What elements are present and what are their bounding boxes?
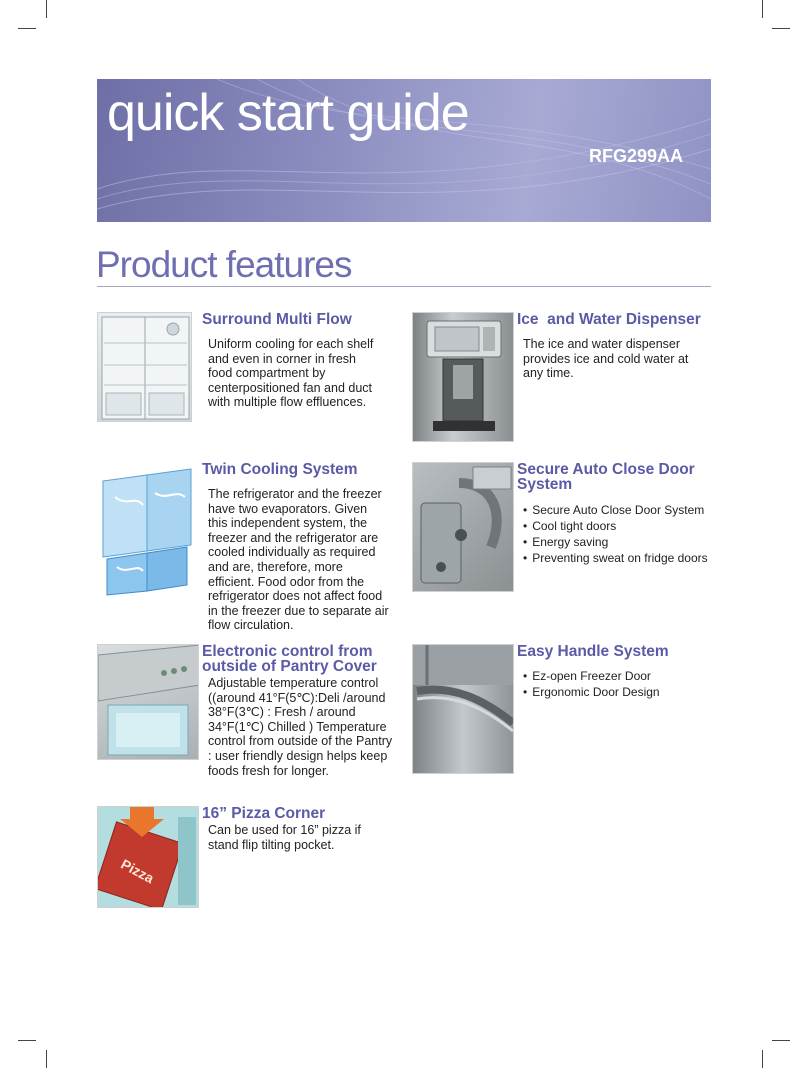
ice-water-dispenser-title: Ice and Water Dispenser	[517, 311, 701, 328]
crop-mark-bottom-right-h	[772, 1040, 790, 1041]
model-number: RFG299AA	[588, 146, 683, 166]
crop-mark-bottom-left-v	[46, 1050, 47, 1068]
ice-water-dispenser-description: The ice and water dispenser provides ice and cold water at any time.	[523, 337, 689, 381]
easy-handle-system-title: Easy Handle System	[517, 643, 669, 660]
electronic-control-description: Adjustable temperature control ((around 41°F(5℃):Deli /around 38°F(3℃) : Fresh / around 34°F(1℃) Chilled ) Temperature control from outside of the Pantry : user friendly design helps keep foods fresh for longer.	[208, 676, 393, 778]
pizza-label: Pizza	[118, 855, 157, 887]
surround-multi-flow-image	[97, 312, 192, 422]
header-banner	[97, 79, 711, 222]
surround-multi-flow-title: Surround Multi Flow	[202, 311, 352, 328]
feature-electronic-control	[97, 644, 397, 784]
twin-cooling-system-title: Twin Cooling System	[202, 461, 358, 478]
secure-auto-close-door-title-line1: Secure Auto Close Door	[517, 461, 695, 478]
easy-handle-system-bullets	[523, 668, 713, 700]
section-title: Product features	[96, 244, 352, 285]
feature-pizza-corner	[97, 806, 397, 916]
list-item: • Ergonomic Door Design	[523, 684, 713, 700]
feature-twin-cooling-system	[97, 461, 397, 633]
electronic-control-image	[97, 644, 199, 760]
guide-title: quick start guide	[107, 84, 469, 142]
twin-cooling-system-image	[97, 467, 197, 597]
section-divider	[97, 286, 711, 287]
pizza-corner-title: 16” Pizza Corner	[202, 805, 326, 822]
secure-auto-close-door-title-line2: System	[517, 476, 573, 493]
list-item: • Preventing sweat on fridge doors	[523, 550, 723, 566]
pizza-corner-image	[97, 806, 199, 908]
surround-multi-flow-description: Uniform cooling for each shelf and even in corner in fresh food compartment by centerpositioned fan and duct with multiple flow effluences.	[208, 337, 374, 410]
electronic-control-title-line2: outside of Pantry Cover	[202, 658, 377, 675]
list-item: • Cool tight doors	[523, 518, 723, 534]
easy-handle-system-image	[412, 644, 514, 774]
list-item: • Ez-open Freezer Door	[523, 668, 713, 684]
ice-water-dispenser-image	[412, 312, 514, 442]
crop-mark-bottom-left-h	[18, 1040, 36, 1041]
crop-mark-top-left-h	[18, 28, 36, 29]
list-item: • Energy saving	[523, 534, 723, 550]
crop-mark-bottom-right-v	[762, 1050, 763, 1068]
feature-surround-multi-flow	[97, 312, 397, 432]
list-item: • Secure Auto Close Door System	[523, 502, 723, 518]
crop-mark-top-right-v	[762, 0, 763, 18]
feature-secure-auto-close-door	[412, 462, 722, 602]
feature-ice-water-dispenser	[412, 312, 712, 442]
crop-mark-top-left-v	[46, 0, 47, 18]
crop-mark-top-right-h	[772, 28, 790, 29]
electronic-control-title-line1: Electronic control from	[202, 643, 373, 660]
secure-auto-close-door-image	[412, 462, 514, 592]
secure-auto-close-door-bullets	[523, 502, 723, 566]
pizza-corner-description: Can be used for 16” pizza if stand flip tilting pocket.	[208, 823, 361, 852]
feature-easy-handle-system	[412, 644, 712, 774]
twin-cooling-system-description: The refrigerator and the freezer have two evaporators. Given this independent system, the freezer and the refrigerator are cooled individually as required and are, therefore, more efficient. Food odor from the refrigerator does not affect food in the freezer due to separate air flow circulation.	[208, 487, 389, 633]
